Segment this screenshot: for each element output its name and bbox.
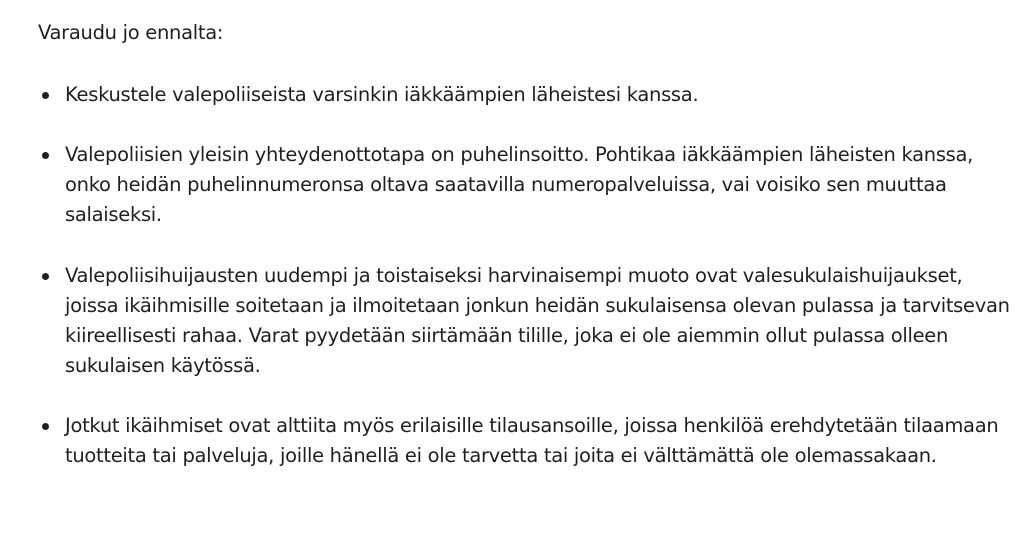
list-item — [38, 80, 1020, 110]
list-item — [38, 261, 1020, 381]
list-item — [38, 411, 1020, 471]
bullet-icon — [42, 92, 49, 99]
list-item-text: Valepoliisien yleisin yhteydenottotapa on puhelinsoitto. Pohtikaa iäkkäämpien läheisten kanssa, onko heidän puhelinnumeronsa oltava saatavilla numeropalveluissa, vai voisiko sen muuttaa salaiseksi. — [65, 143, 974, 226]
tips-list — [38, 80, 1030, 471]
list-item-text: Jotkut ikäihmiset ovat alttiita myös erilaisille tilausansoille, joissa henkilöä erehdytetään tilaamaan tuotteita tai palveluja, joille hänellä ei ole tarvetta tai joita ei välttämättä ole olemassakaan. — [65, 414, 999, 467]
bullet-icon — [42, 423, 49, 430]
bullet-icon — [42, 152, 49, 159]
list-item — [38, 140, 1020, 230]
intro-text: Varaudu jo ennalta: — [38, 21, 224, 44]
list-item-text: Keskustele valepoliiseista varsinkin iäkkäämpien läheistesi kanssa. — [65, 83, 699, 106]
bullet-icon — [42, 273, 49, 280]
list-item-text: Valepoliisihuijausten uudempi ja toistaiseksi harvinaisempi muoto ovat valesukulaishuijaukset, joissa ikäihmisille soitetaan ja ilmoitetaan jonkun heidän sukulaisensa olevan pulassa ja tarvitsevan kiireellisesti rahaa. Varat pyydetään siirtämään tilille, joka ei ole aiemmin ollut pulassa olleen sukulaisen käytössä. — [65, 264, 1010, 377]
